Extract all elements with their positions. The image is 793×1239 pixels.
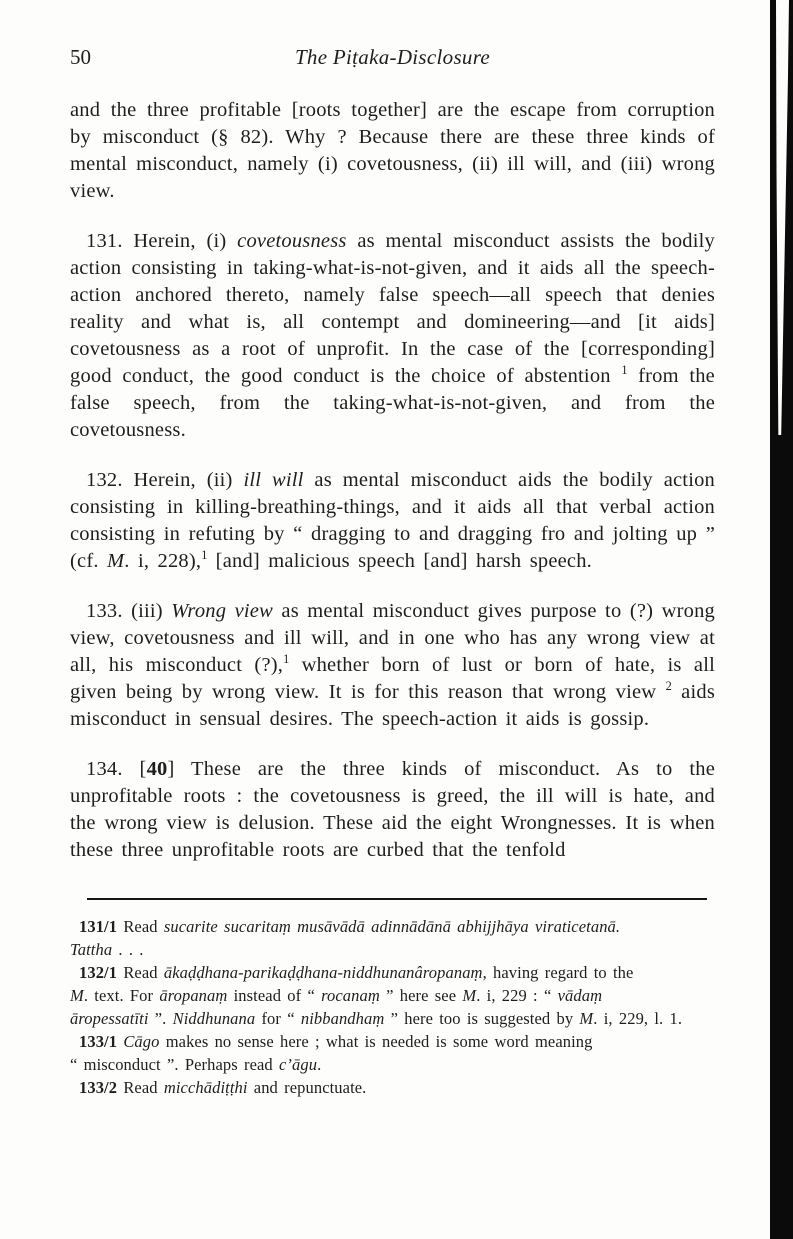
- running-title: The Piṭaka-Disclosure: [294, 45, 491, 69]
- footnote-131-1: 131/1 Read sucarite sucaritaṃ musāvādā adinnādānā abhijjhāya viraticetanā. Tattha . . .: [70, 917, 621, 959]
- paragraph-131: 131. Herein, (i) covetousness as mental misconduct assists the bodily action consisting in taking-what-is-not-given, and it aids all the speech-action anchored thereto, namely false speech—all speech that denies reality and what is, all contempt and domineering—and [it aids] covetousness as a root of unprofit. In the case of the [corresponding] good conduct, the good conduct is the choice of abstention $^1$ from the false speech, from the taking-what-is-not-given, and from the covetousness.: [70, 230, 715, 441]
- footnote-132-1: 132/1 Read ākaḍḍhana-parikaḍḍhana-niddhunanâropanaṃ, having regard to the M. text. For āropanaṃ instead of “ rocanaṃ ” here see M. i, 229 : “ vādaṃ āropessatīti ”. Niddhunana for “ nibbandhaṃ ” here too is suggested by M. i, 229, l. 1.: [70, 963, 683, 1028]
- footnote-133-1: 133/1 Cāgo makes no sense here ; what is needed is some word meaning “ misconduct ”. Perhaps read c’āgu.: [70, 1032, 593, 1074]
- scan-gutter-shadow: [770, 0, 793, 1239]
- footnote-133-2: 133/2 Read micchādiṭṭhi and repunctuate.: [79, 1078, 367, 1097]
- page-number: 50: [70, 45, 91, 69]
- scan-gutter-highlight: [776, 0, 789, 435]
- text-block: [70, 45, 715, 1099]
- page-header: [70, 45, 715, 73]
- footnotes-section: [70, 915, 715, 1099]
- paragraph-133: 133. (iii) Wrong view as mental misconduct gives purpose to (?) wrong view, covetousness and ill will, and in one who has any wrong view at all, his misconduct (?),$^1$ whether born of lust or born of hate, is all given being by wrong view. It is for this reason that wrong view $^2$ aids misconduct in sensual desires. The speech-action it aids is gossip.: [70, 600, 715, 730]
- footnote-separator-rule: [87, 898, 707, 900]
- paragraph-134: 134. [40] These are the three kinds of misconduct. As to the unprofitable roots : the covetousness is greed, the ill will is hate, and the wrong view is delusion. These aid the eight Wrongnesses. It is when these three unprofitable roots are curbed that the tenfold: [70, 758, 715, 861]
- paragraph-intro: and the three profitable [roots together] are the escape from corruption by misconduct (§ 82). Why ? Because there are these three kinds of mental misconduct, namely (i) covetousness, (ii) ill will, and (iii) wrong view.: [70, 99, 715, 202]
- paragraph-132: 132. Herein, (ii) ill will as mental misconduct aids the bodily action consisting in killing-breathing-things, and it aids all that verbal action consisting in refuting by “ dragging to and dragging fro and jolting up ” (cf. M. i, 228),$^1$ [and] malicious speech [and] harsh speech.: [70, 469, 715, 572]
